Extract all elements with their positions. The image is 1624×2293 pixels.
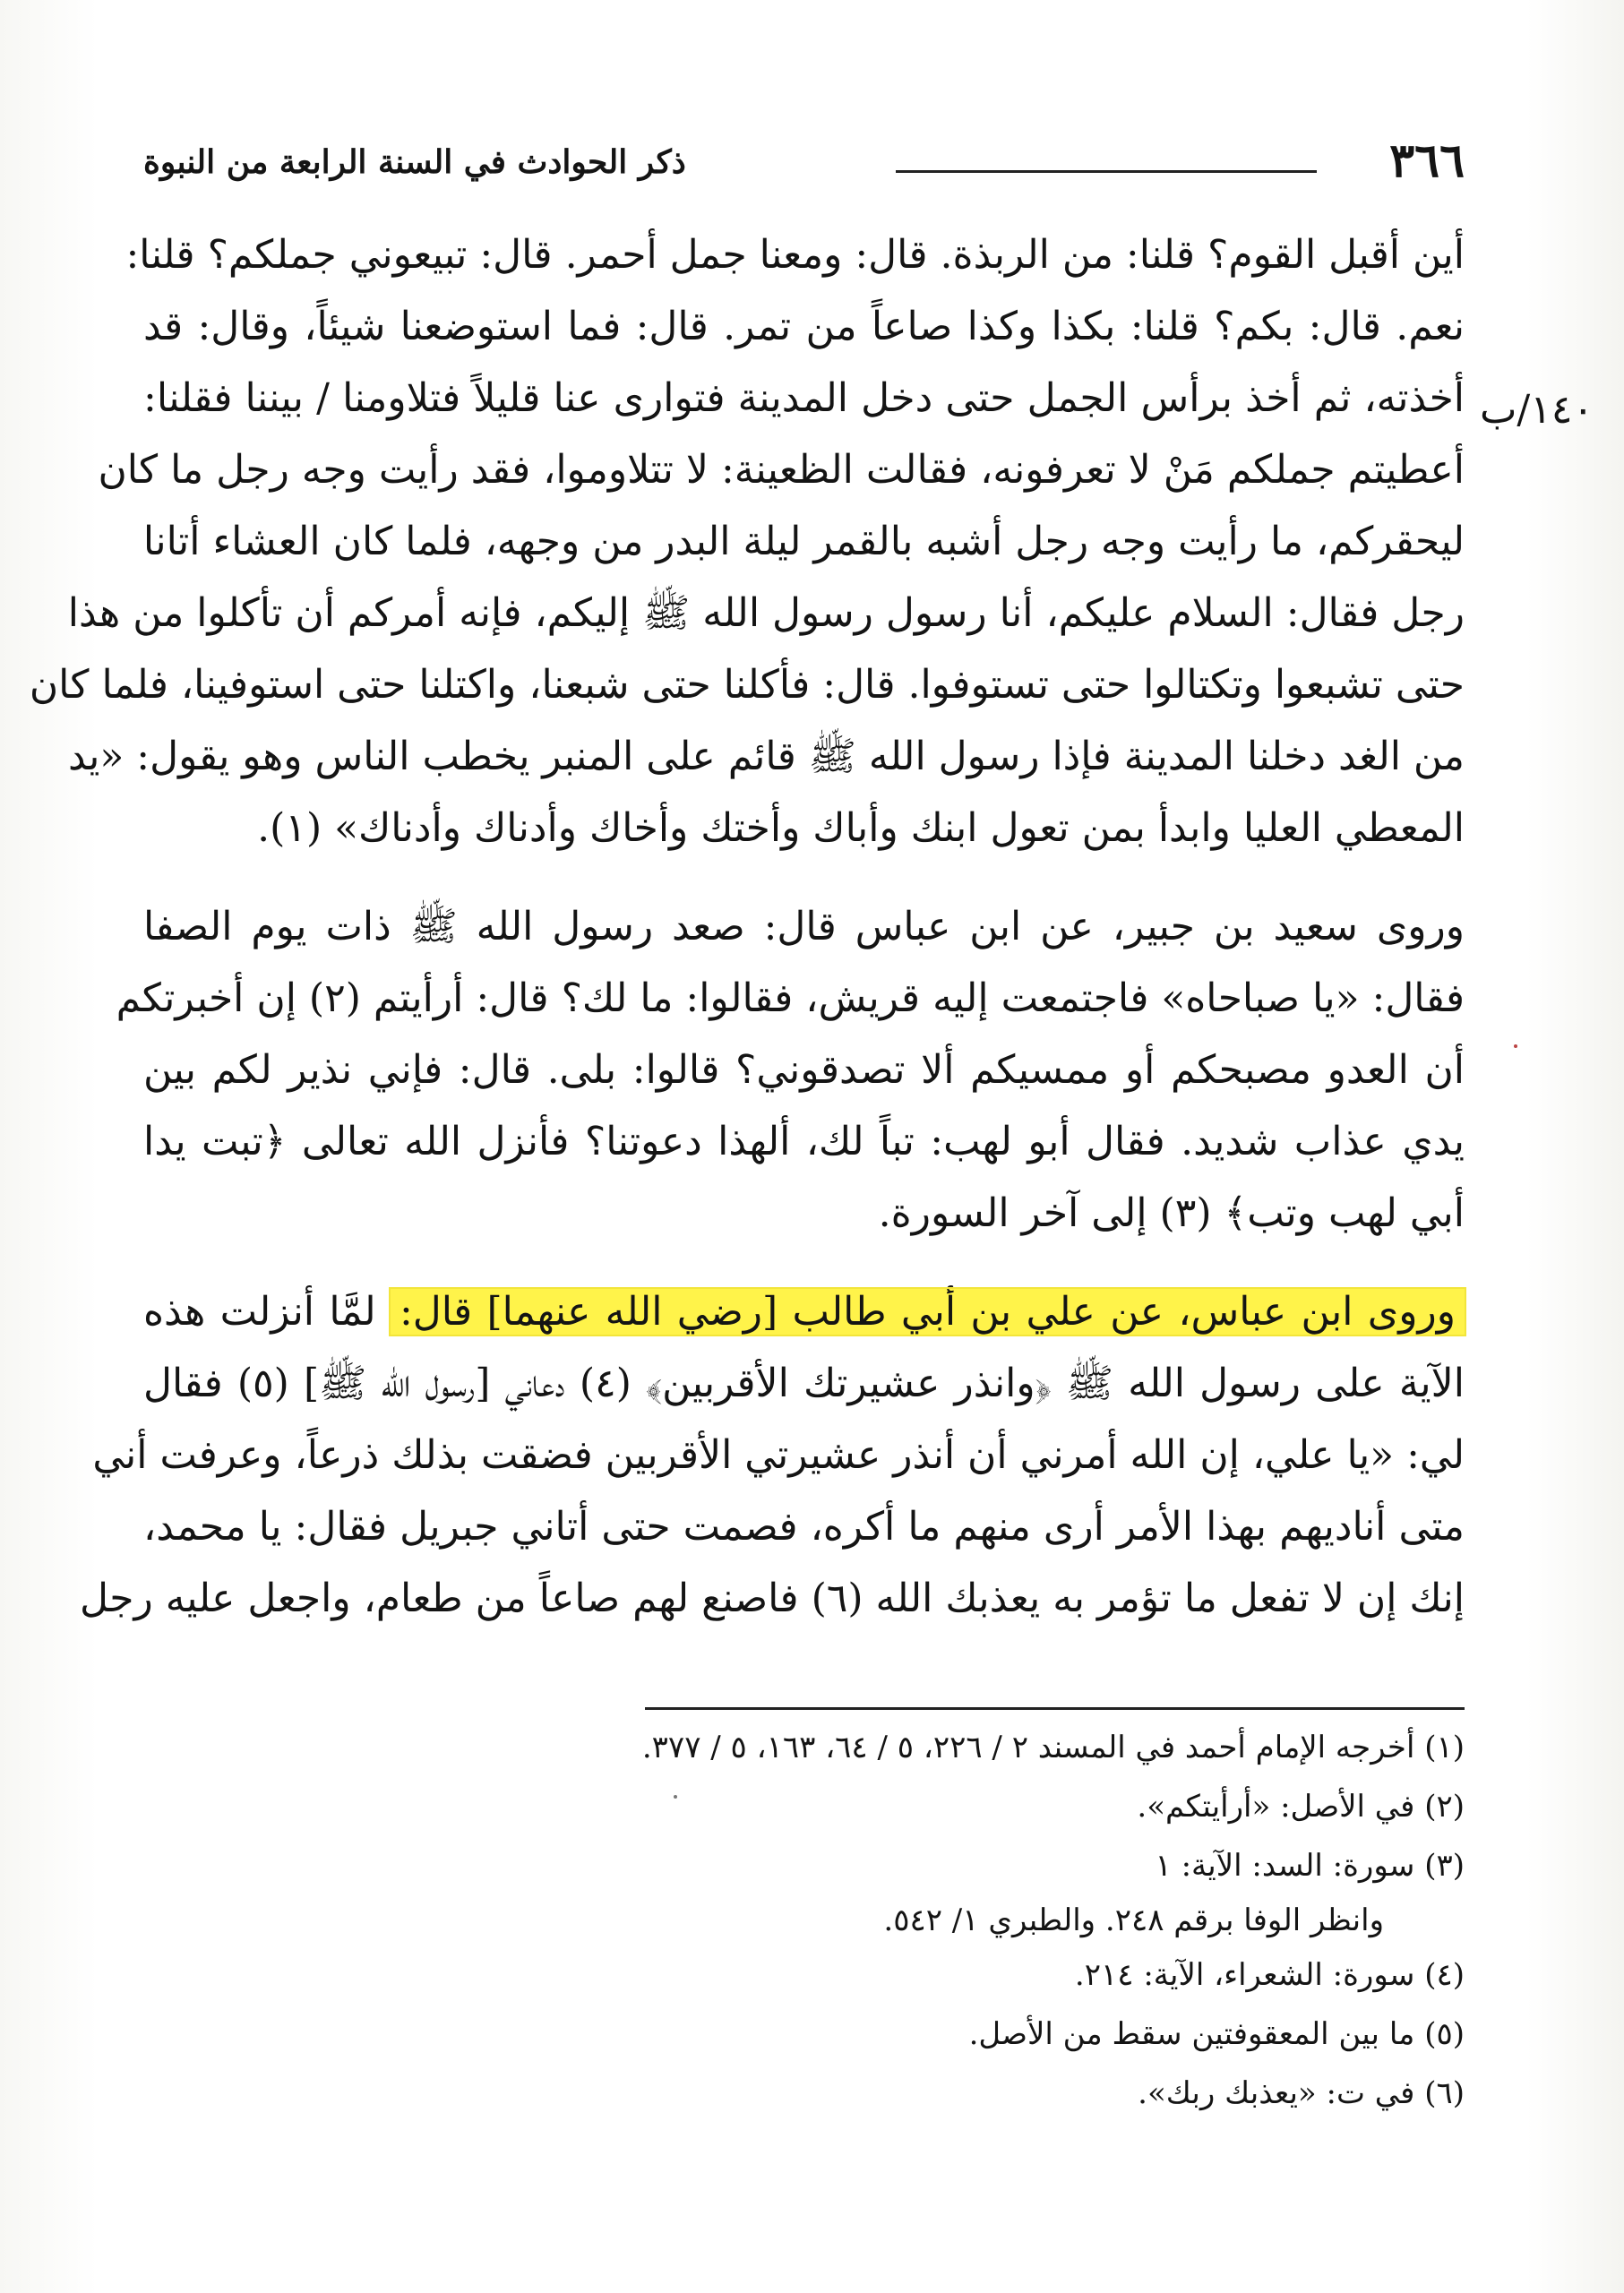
footnote: (٥) ما بين المعقوفتين سقط من الأصل. xyxy=(968,2016,1465,2052)
text-line: أخذته، ثم أخذ برأس الجمل حتى دخل المدينة فتوارى عنا قليلاً فتلاومنا / بيننا فقلنا: xyxy=(143,375,1465,421)
paragraph-gap xyxy=(143,864,1465,891)
text-line: ليحقركم، ما رأيت وجه رجل أشبه بالقمر ليلة البدر من وجهه، فلما كان العشاء أتانا xyxy=(142,519,1465,564)
text-line: فقال: «يا صباحاه» فاجتمعت إليه قريش، فقالوا: ما لك؟ قال: أرأيتم (٢) إن أخبرتكم xyxy=(116,975,1465,1021)
paragraph-gap xyxy=(143,1250,1465,1276)
ink-speck xyxy=(674,1795,677,1799)
text-line: أين أقبل القوم؟ قلنا: من الربذة. قال: ومعنا جمل أحمر. قال: تبيعوني جملكم؟ قلنا: xyxy=(125,232,1465,278)
ink-speck xyxy=(1514,1044,1517,1048)
footnote-rule xyxy=(645,1707,1465,1710)
header-rule xyxy=(896,170,1317,173)
text-line: وروى سعيد بن جبير، عن ابن عباس قال: صعد رسول الله ﷺ ذات يوم الصفا xyxy=(143,904,1465,949)
page-header xyxy=(143,134,1465,197)
footnote: (٤) سورة: الشعراء، الآية: ٢١٤. xyxy=(1074,1957,1465,1993)
text-line: حتى تشبعوا وتكتالوا حتى تستوفوا. قال: فأكلنا حتى شبعنا، واكتلنا حتى استوفينا، فلما كان xyxy=(29,662,1465,708)
footnote-gap xyxy=(143,1998,1465,2011)
footnote: (٣) سورة: السد: الآية: ١ xyxy=(1155,1848,1465,1884)
text-line: نعم. قال: بكم؟ قلنا: بكذا وكذا صاعاً من تمر. قال: فما استوضعنا شيئاً، وقال: قد xyxy=(143,304,1465,349)
footnote-gap xyxy=(143,1830,1465,1842)
text-line: أبي لهب وتب﴾ (٣) إلى آخر السورة. xyxy=(878,1190,1465,1236)
footnotes xyxy=(143,1724,1465,2117)
text-line: المعطي العليا وابدأ بمن تعول ابنك وأباك وأختك وأخاك وأدناك وأدناك» (١). xyxy=(257,805,1465,851)
highlighted-text: وروى ابن عباس، عن علي بن أبي طالب [رضي الله عنهما] قال: xyxy=(391,1289,1465,1335)
footnote: (٢) في الأصل: «أرأيتكم». xyxy=(1137,1789,1465,1825)
text-line: لي: «يا علي، إن الله أمرني أن أنذر عشيرتي الأقربين فضقت بذلك ذرعاً، وعرفت أني xyxy=(92,1432,1465,1478)
text-line: متى أناديهم بهذا الأمر أرى منهم ما أكره، فصمت حتى أتاني جبريل فقال: يا محمد، xyxy=(143,1504,1465,1550)
footnote-continuation: وانظر الوفا برقم ٢٤٨. والطبري ١/ ٥٤٢. xyxy=(883,1902,1384,1938)
main-text xyxy=(29,219,1465,1635)
footnote: (١) أخرجه الإمام أحمد في المسند ٢ / ٢٢٦، ٥ / ٦٤، ١٦٣، ٥ / ٣٧٧. xyxy=(641,1730,1465,1765)
text-line: من الغد دخلنا المدينة فإذا رسول الله ﷺ قائم على المنبر يخطب الناس وهو يقول: «يد xyxy=(68,734,1465,779)
text-line: أعطيتم جملكم مَنْ لا تعرفونه، فقالت الظعينة: لا تتلاوموا، فقد رأيت وجه رجل ما كان xyxy=(98,447,1465,493)
text-line: رجل فقال: السلام عليكم، أنا رسول رسول الله ﷺ إليكم، فإنه أمركم أن تأكلوا من هذا xyxy=(67,590,1465,636)
footnote-gap xyxy=(143,2057,1465,2070)
footnote-gap xyxy=(143,1771,1465,1783)
text-line: الآية على رسول الله ﷺ ﴿وانذر عشيرتك الأقربين﴾ (٤) دعاني [رسول الله ﷺ] (٥) فقال xyxy=(143,1361,1465,1406)
footnote: (٦) في ت: «يعذبك ربك». xyxy=(1138,2075,1465,2111)
text-line: أن العدو مصبحكم أو ممسيكم ألا تصدقوني؟ قالوا: بلى. قال: فإني نذير لكم بين xyxy=(143,1047,1465,1093)
running-title: ذكر الحوادث في السنة الرابعة من النبوة xyxy=(143,143,686,181)
page-number: ٣٦٦ xyxy=(1389,133,1465,188)
text-fragment: لمَّا أنزلت هذه xyxy=(143,1289,376,1335)
text-line: يدي عذاب شديد. فقال أبو لهب: تباً لك، ألهذا دعوتنا؟ فأنزل الله تعالى ﴿تبت يدا xyxy=(143,1119,1465,1164)
text-line-highlighted xyxy=(143,1276,1465,1348)
text-line: إنك إن لا تفعل ما تؤمر به يعذبك الله (٦) فاصنع لهم صاعاً من طعام، واجعل عليه رجل xyxy=(79,1576,1465,1621)
margin-folio-note: ١٤٠/ب xyxy=(1480,387,1594,433)
